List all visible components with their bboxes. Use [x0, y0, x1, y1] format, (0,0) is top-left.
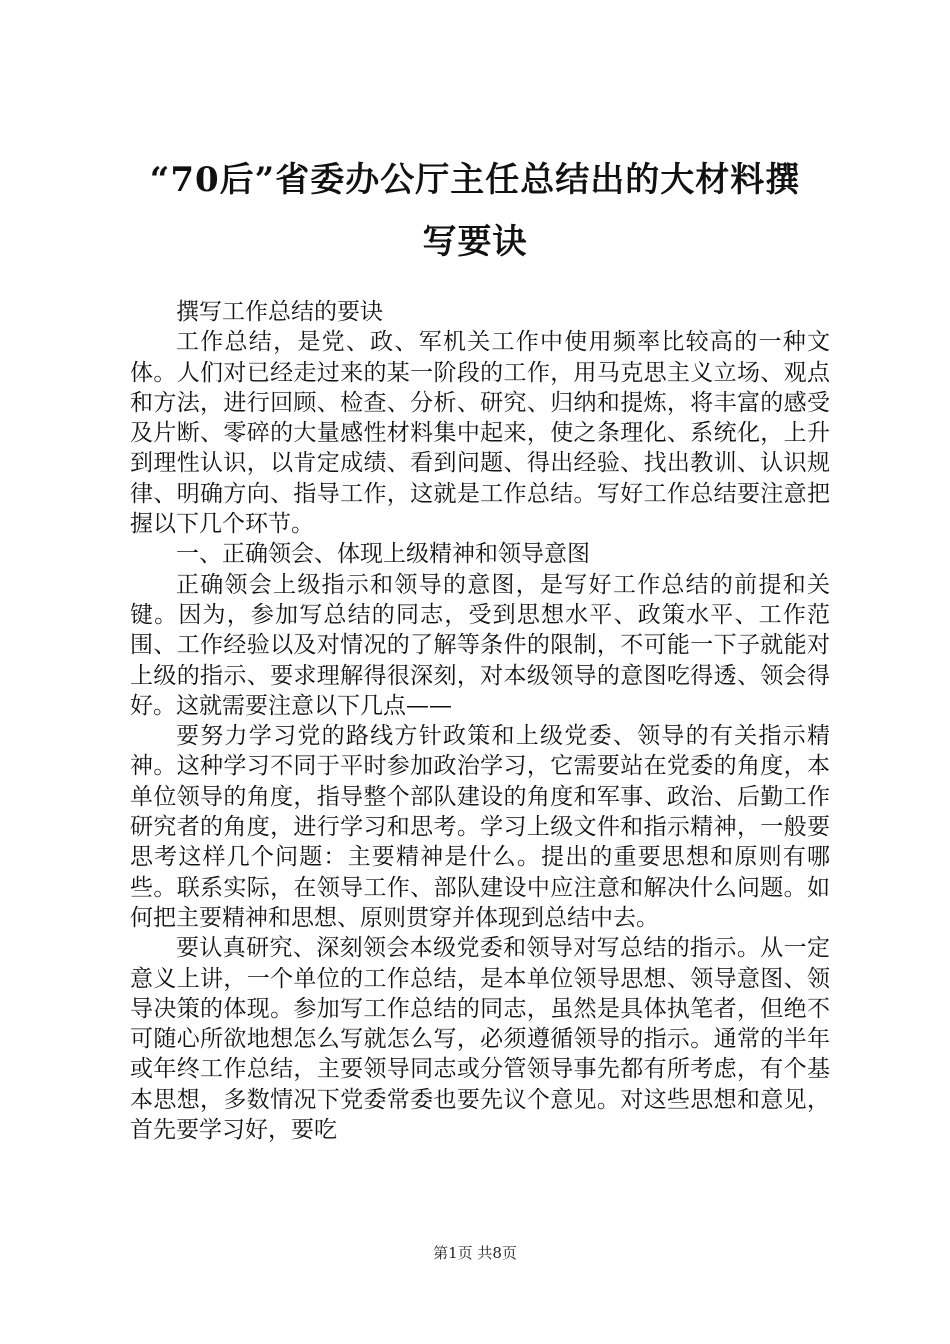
body-paragraph: 要努力学习党的路线方针政策和上级党委、领导的有关指示精神。这种学习不同于平时参加政治学习，它需要站在党委的角度，本单位领导的角度，指导整个部队建设的角度和军事、政治、后勤工作研究者的角度，进行学习和思考。学习上级文件和指示精神，一般要思考这样几个问题：主要精神是什么。提出的重要思想和原则有哪些。联系实际，在领导工作、部队建设中应注意和解决什么问题。如何把主要精神和思想、原则贯穿并体现到总结中去。 [130, 723, 830, 931]
document-title-line-1: “70后”省委办公厅主任总结出的大材料撰 [149, 160, 801, 200]
body-paragraph: 工作总结，是党、政、军机关工作中使用频率比较高的一种文体。人们对已经走过来的某一阶段的工作，用马克思主义立场、观点和方法，进行回顾、检查、分析、研究、归纳和提炼，将丰富的感受及片断、零碎的大量感性材料集中起来，使之条理化、系统化，上升到理性认识，以肯定成绩、看到问题、得出经验、找出教训、认识规律、明确方向、指导工作，这就是工作总结。写好工作总结要注意把握以下几个环节。 [130, 329, 830, 538]
document-title-line-2: 写要诀 [422, 222, 528, 262]
body-paragraph: 正确领会上级指示和领导的意图，是写好工作总结的前提和关键。因为，参加写总结的同志，受到思想水平、政策水平、工作范围、工作经验以及对情况的了解等条件的限制，不可能一下子就能对上级的指示、要求理解得很深刻，对本级领导的意图吃得透、领会得好。这就需要注意以下几点—— [130, 571, 830, 719]
section-subtitle: 撰写工作总结的要诀 [176, 299, 383, 325]
body-paragraph: 要认真研究、深刻领会本级党委和领导对写总结的指示。从一定意义上讲，一个单位的工作总结，是本单位领导思想、领导意图、领导决策的体现。参加写工作总结的同志，虽然是具体执笔者，但绝不可随心所欲地想怎么写就怎么写，必须遵循领导的指示。通常的半年或年终工作总结，主要领导同志或分管领导事先都有所考虑，有个基本思想，多数情况下党委常委也要先议个意见。对这些思想和意见，首先要学习好，要吃 [130, 935, 830, 1144]
page-number-footer: 第1页 共8页 [433, 1244, 517, 1262]
section-heading: 一、正确领会、体现上级精神和领导意图 [176, 541, 590, 568]
document-body [130, 297, 830, 1145]
